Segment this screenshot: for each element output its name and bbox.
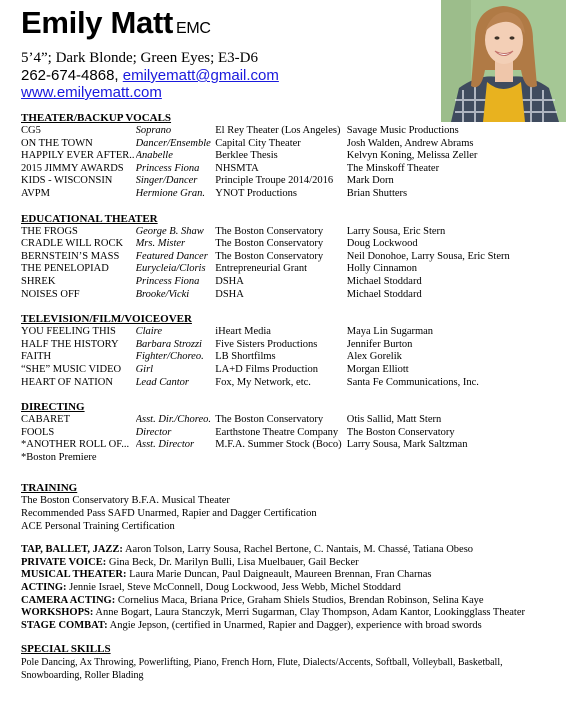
teacher-names: Angie Jepson, (certified in Unarmed, Rapier and Dagger), experience with broad swords bbox=[107, 619, 482, 631]
teacher-label: TAP, BALLET, JAZZ: bbox=[21, 544, 123, 556]
credit-title: CABARET bbox=[21, 414, 71, 426]
credit-row bbox=[21, 163, 541, 176]
credit-venue: YNOT Productions bbox=[215, 187, 298, 199]
credit-director: Jennifer Burton bbox=[346, 338, 413, 350]
teacher-names: Jennie Israel, Steve McConnell, Doug Lockwood, Jess Webb, Michel Stoddard bbox=[66, 582, 401, 594]
credit-role: Lead Cantor bbox=[135, 376, 189, 388]
credit-director: Doug Lockwood bbox=[346, 238, 418, 250]
credit-role: Mrs. Mister bbox=[135, 238, 186, 250]
credit-director: Michael Stoddard bbox=[346, 275, 422, 287]
credit-venue: Berklee Thesis bbox=[215, 150, 278, 162]
credit-row bbox=[21, 175, 541, 188]
teacher-names: Gina Beck, Dr. Marilyn Bulli, Lisa Muelbauer, Gail Becker bbox=[106, 556, 359, 568]
credit-title: BERNSTEIN’S MASS bbox=[21, 250, 120, 262]
credit-title: THE PENELOPIAD bbox=[21, 263, 109, 275]
credit-title: KIDS - WISCONSIN bbox=[21, 175, 113, 187]
credit-row bbox=[21, 364, 541, 377]
credit-row bbox=[21, 276, 541, 289]
headshot-photo bbox=[441, 0, 566, 122]
credit-venue: Five Sisters Productions bbox=[215, 338, 318, 350]
credit-role: Asst. Dir./Choreo. bbox=[135, 414, 212, 426]
credit-title: YOU FEELING THIS bbox=[21, 326, 116, 338]
teacher-names: Anne Bogart, Laura Stanczyk, Merri Sugarman, Clay Thompson, Adam Kantor, Lookingglass Theater bbox=[93, 607, 525, 619]
credit-title: ON THE TOWN bbox=[21, 137, 93, 149]
section-special-skills bbox=[21, 643, 541, 682]
contact-line bbox=[21, 67, 279, 84]
credit-venue: The Boston Conservatory bbox=[215, 225, 324, 237]
credit-role: Princess Fiona bbox=[135, 275, 200, 287]
spacer bbox=[21, 533, 541, 544]
credit-row bbox=[21, 414, 541, 427]
credit-row bbox=[21, 138, 541, 151]
teacher-line bbox=[21, 607, 541, 620]
training-line: ACE Personal Training Certification bbox=[21, 520, 175, 532]
teacher-names: Laura Marie Duncan, Paul Daigneault, Maureen Brennan, Fran Charnas bbox=[126, 569, 432, 581]
teacher-label: MUSICAL THEATER: bbox=[21, 569, 127, 581]
credit-role: Girl bbox=[135, 363, 154, 375]
credit-row bbox=[21, 289, 541, 302]
teacher-label: CAMERA ACTING: bbox=[21, 594, 116, 606]
credit-title: CG5 bbox=[21, 125, 41, 136]
credit-title: NOISES OFF bbox=[21, 288, 80, 300]
credit-venue: iHeart Media bbox=[215, 326, 271, 338]
credit-title: HALF THE HISTORY bbox=[21, 338, 119, 350]
footnote: *Boston Premiere bbox=[21, 451, 97, 463]
credit-row bbox=[21, 188, 541, 201]
credit-director: Mark Dorn bbox=[346, 175, 394, 187]
teacher-line bbox=[21, 557, 541, 570]
teacher-label: WORKSHOPS: bbox=[21, 607, 94, 619]
union-affiliation: EMC bbox=[176, 20, 211, 37]
credit-role: Barbara Strozzi bbox=[135, 338, 202, 350]
phone-number: 262-674-4868, bbox=[21, 67, 119, 84]
credit-venue: LA+D Films Production bbox=[215, 363, 319, 375]
credit-venue: Fox, My Network, etc. bbox=[215, 376, 311, 388]
credit-venue: El Rey Theater (Los Angeles) bbox=[215, 125, 341, 136]
teacher-line bbox=[21, 620, 541, 633]
credit-row bbox=[21, 326, 541, 339]
section-title: SPECIAL SKILLS bbox=[21, 643, 111, 656]
section-theater bbox=[21, 112, 541, 201]
physical-stats: 5’4”; Dark Blonde; Green Eyes; E3-D6 bbox=[21, 50, 259, 66]
spacer bbox=[21, 464, 541, 482]
credit-venue: NHSMTA bbox=[215, 162, 259, 174]
credit-row bbox=[21, 377, 541, 390]
credit-venue: LB Shortfilms bbox=[215, 351, 276, 363]
spacer bbox=[21, 201, 541, 213]
section-title: EDUCATIONAL THEATER bbox=[21, 212, 158, 225]
credit-role: Hermione Gran. bbox=[135, 187, 205, 199]
credit-director: Otis Sallid, Matt Stern bbox=[346, 414, 442, 426]
credit-venue: DSHA bbox=[215, 288, 244, 300]
credit-director: Maya Lin Sugarman bbox=[346, 326, 434, 338]
teacher-names: Aaron Tolson, Larry Sousa, Rachel Bertone, C. Nantais, M. Chassé, Tatiana Obeso bbox=[122, 544, 474, 556]
credit-row bbox=[21, 150, 541, 163]
credit-role: Fighter/Choreo. bbox=[135, 351, 204, 363]
actor-name: Emily Matt bbox=[21, 5, 174, 40]
credit-director: Josh Walden, Andrew Abrams bbox=[346, 137, 474, 149]
credit-row bbox=[21, 439, 541, 452]
credit-director: Larry Sousa, Mark Saltzman bbox=[346, 439, 468, 451]
section-educational bbox=[21, 213, 541, 302]
credit-row bbox=[21, 251, 541, 264]
credit-director: The Boston Conservatory bbox=[346, 426, 455, 438]
credit-title: HAPPILY EVER AFTER.. bbox=[21, 150, 135, 162]
credit-role: Dancer/Ensemble bbox=[135, 137, 211, 149]
credit-director: Brian Shutters bbox=[346, 187, 408, 199]
section-title: TELEVISION/FILM/VOICEOVER bbox=[21, 313, 192, 326]
section-title: TRAINING bbox=[21, 482, 78, 495]
credit-role: Featured Dancer bbox=[135, 250, 208, 262]
credit-title: 2015 JIMMY AWARDS bbox=[21, 162, 124, 174]
teacher-label: ACTING: bbox=[21, 582, 67, 594]
credit-row bbox=[21, 125, 541, 138]
website-link[interactable]: www.emilyematt.com bbox=[21, 84, 162, 101]
headshot-image bbox=[441, 0, 566, 122]
section-teachers bbox=[21, 544, 541, 632]
section-tv-film bbox=[21, 313, 541, 389]
training-line: The Boston Conservatory B.F.A. Musical Theater bbox=[21, 495, 230, 507]
credit-title: FOOLS bbox=[21, 426, 55, 438]
skills-text: Pole Dancing, Ax Throwing, Powerlifting, Piano, French Horn, Flute, Dialects/Accents, Softball, Volleyball, Basketball, Snowboarding, Roller Blading bbox=[21, 657, 503, 682]
training-line: Recommended Pass SAFD Unarmed, Rapier and Dagger Certification bbox=[21, 508, 317, 520]
credit-role: Soprano bbox=[135, 125, 172, 136]
resume-body bbox=[21, 112, 541, 682]
teacher-names: Cornelius Maca, Briana Price, Graham Shiels Studios, Brendan Robinson, Selina Kaye bbox=[115, 594, 484, 606]
credit-director: Santa Fe Communications, Inc. bbox=[346, 376, 479, 388]
spacer bbox=[21, 389, 541, 401]
credit-venue: DSHA bbox=[215, 275, 244, 287]
credit-row bbox=[21, 238, 541, 251]
teacher-label: PRIVATE VOICE: bbox=[21, 556, 107, 568]
credit-director: Neil Donohoe, Larry Sousa, Eric Stern bbox=[346, 250, 510, 262]
section-title: DIRECTING bbox=[21, 401, 85, 414]
credit-director: Kelvyn Koning, Melissa Zeller bbox=[346, 150, 478, 162]
credit-director: Holly Cinnamon bbox=[346, 263, 418, 275]
credit-role: Anabelle bbox=[135, 150, 173, 162]
credit-title: CRADLE WILL ROCK bbox=[21, 238, 124, 250]
credit-venue: Capital City Theater bbox=[215, 137, 301, 149]
email-link[interactable]: emilyematt@gmail.com bbox=[122, 67, 279, 84]
credit-title: SHREK bbox=[21, 275, 56, 287]
credit-row bbox=[21, 351, 541, 364]
credit-director: Michael Stoddard bbox=[346, 288, 422, 300]
name-line bbox=[21, 6, 279, 46]
credit-role: Brooke/Vicki bbox=[135, 288, 190, 300]
section-directing bbox=[21, 401, 541, 464]
credit-title: THE FROGS bbox=[21, 225, 78, 237]
credit-row bbox=[21, 427, 541, 440]
spacer bbox=[21, 632, 541, 643]
credit-venue: Earthstone Theatre Company bbox=[215, 426, 339, 438]
credit-director: Alex Gorelik bbox=[346, 351, 402, 363]
credit-role: Director bbox=[135, 426, 172, 438]
teacher-line bbox=[21, 595, 541, 608]
teacher-line bbox=[21, 582, 541, 595]
credit-role: Asst. Director bbox=[135, 439, 195, 451]
credit-venue: M.F.A. Summer Stock (Boco) bbox=[215, 439, 342, 451]
credit-role: Eurycleia/Cloris bbox=[135, 263, 206, 275]
spacer bbox=[21, 301, 541, 313]
section-title: THEATER/BACKUP VOCALS bbox=[21, 112, 172, 124]
credit-role: Singer/Dancer bbox=[135, 175, 198, 187]
credit-director: Larry Sousa, Eric Stern bbox=[346, 225, 446, 237]
credit-title: AVPM bbox=[21, 187, 50, 199]
credit-venue: Entrepreneurial Grant bbox=[215, 263, 308, 275]
credit-venue: The Boston Conservatory bbox=[215, 238, 324, 250]
credit-director: Savage Music Productions bbox=[346, 125, 459, 136]
resume-header bbox=[21, 6, 279, 102]
teacher-label: STAGE COMBAT: bbox=[21, 619, 108, 631]
credit-venue: Principle Troupe 2014/2016 bbox=[215, 175, 334, 187]
credit-director: Morgan Elliott bbox=[346, 363, 409, 375]
credit-venue: The Boston Conservatory bbox=[215, 414, 324, 426]
teacher-line bbox=[21, 544, 541, 557]
section-training bbox=[21, 482, 541, 533]
credit-row bbox=[21, 339, 541, 352]
credit-role: Princess Fiona bbox=[135, 162, 200, 174]
teacher-line bbox=[21, 569, 541, 582]
credit-row bbox=[21, 226, 541, 239]
credit-director: The Minskoff Theater bbox=[346, 162, 440, 174]
credit-venue: The Boston Conservatory bbox=[215, 250, 324, 262]
credit-title: HEART OF NATION bbox=[21, 376, 113, 388]
credit-title: FAITH bbox=[21, 351, 52, 363]
credit-title: “SHE” MUSIC VIDEO bbox=[21, 363, 122, 375]
credit-title: *ANOTHER ROLL OF... bbox=[21, 439, 130, 451]
credit-role: Claire bbox=[135, 326, 163, 338]
credit-role: George B. Shaw bbox=[135, 225, 204, 237]
credit-row bbox=[21, 263, 541, 276]
